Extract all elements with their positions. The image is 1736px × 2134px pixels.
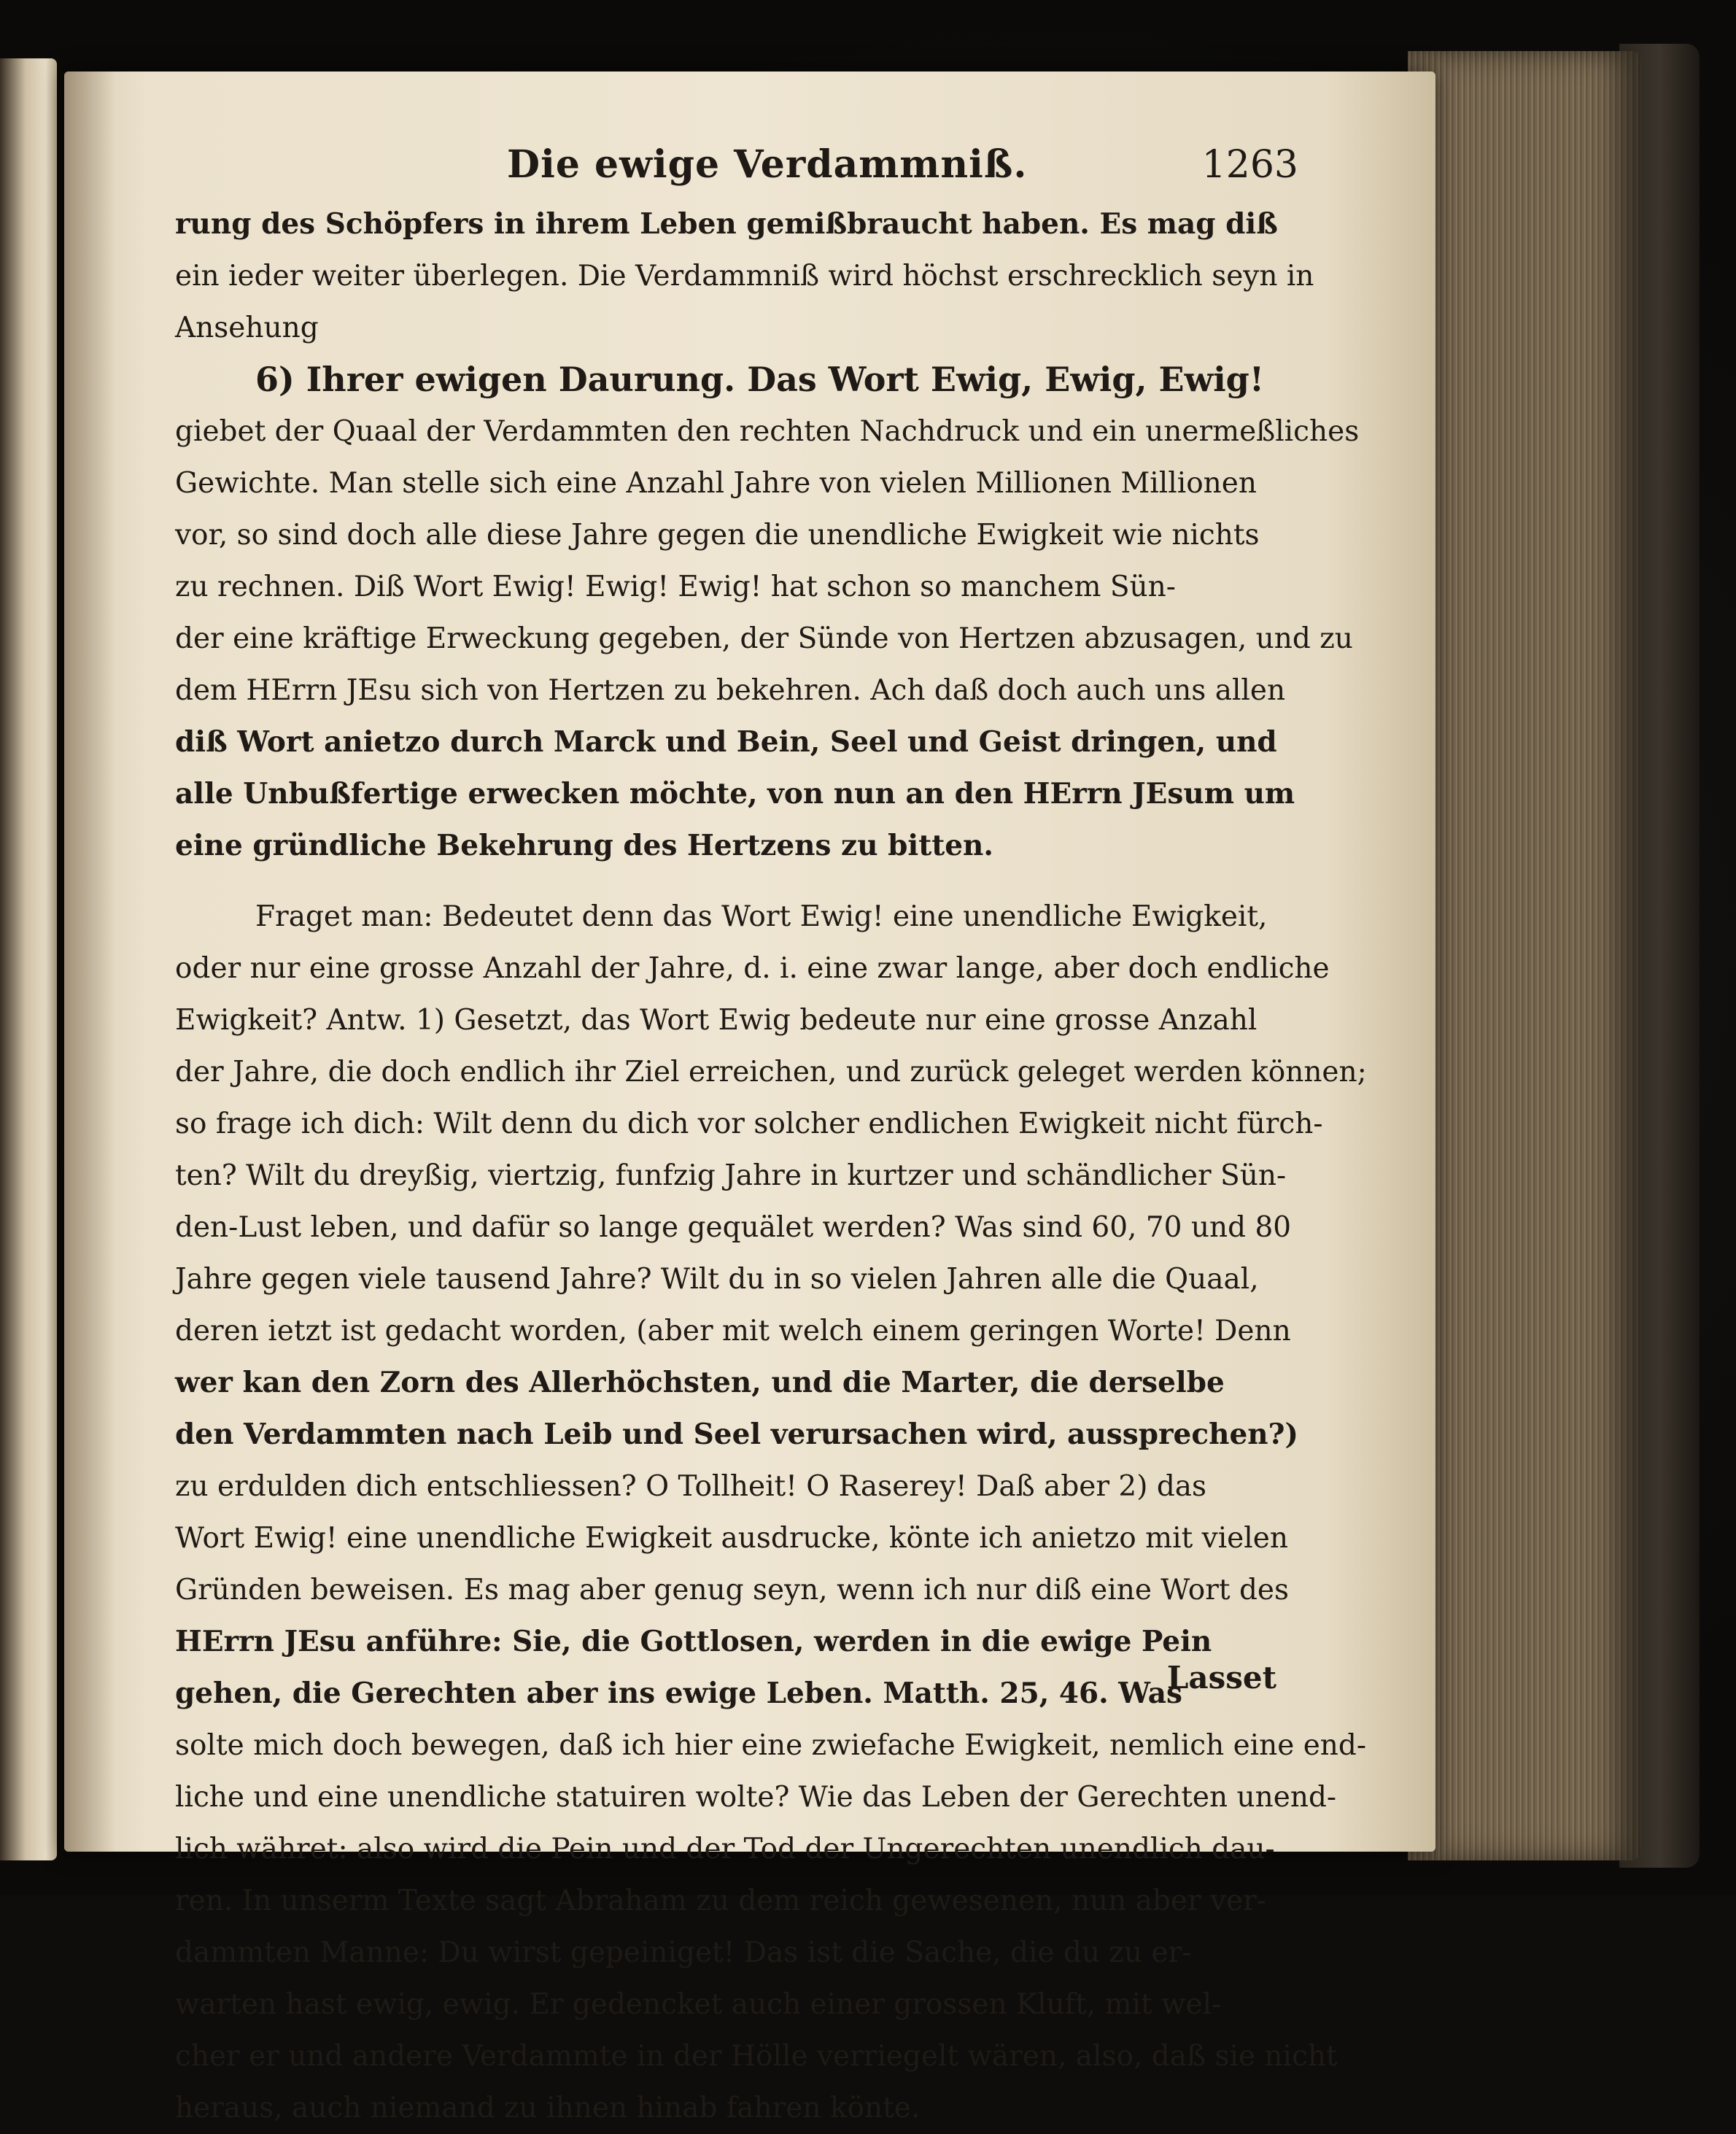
page-header — [175, 131, 1298, 198]
text-line: vor, so sind doch alle diese Jahre gegen die unendliche Ewigkeit wie nichts — [175, 519, 1260, 552]
page-block-edges — [1408, 51, 1641, 1860]
text-line: zu erdulden dich entschliessen? O Tollheit! O Raserey! Daß aber 2) das — [175, 1470, 1207, 1503]
text-line: zu rechnen. Diß Wort Ewig! Ewig! Ewig! hat schon so manchem Sün- — [175, 571, 1176, 603]
text-line: Gewichte. Man stelle sich eine Anzahl Jahre von vielen Millionen Millionen — [175, 467, 1257, 500]
paragraph-2 — [175, 891, 1367, 2134]
paragraph-1 — [175, 198, 1360, 872]
text-line: alle Unbußfertige erwecken möchte, von nun an den HErrn JEsum um — [175, 777, 1295, 811]
text-line: Ewigkeit? Antw. 1) Gesetzt, das Wort Ewig bedeute nur eine grosse Anzahl — [175, 1004, 1258, 1037]
text-line: der Jahre, die doch endlich ihr Ziel erreichen, und zurück geleget werden können; — [175, 1056, 1367, 1089]
text-line: wer kan den Zorn des Allerhöchsten, und die Marter, die derselbe — [175, 1366, 1225, 1399]
text-line: ten? Wilt du dreyßig, viertzig, funfzig Jahre in kurtzer und schändlicher Sün- — [175, 1159, 1287, 1192]
text-line: cher er und andere Verdammte in der Hölle verriegelt wären, also, daß sie nicht — [175, 2040, 1338, 2073]
running-title: Die ewige Verdammniß. — [507, 142, 1028, 187]
text-line: oder nur eine grosse Anzahl der Jahre, d. i. eine zwar lange, aber doch endliche — [175, 952, 1330, 985]
text-line: solte mich doch bewegen, daß ich hier eine zwiefache Ewigkeit, nemlich eine end- — [175, 1729, 1367, 1762]
body-text — [175, 198, 1367, 2134]
text-line: heraus, auch niemand zu ihnen hinab fahren könte. — [175, 2092, 921, 2125]
text-line: gehen, die Gerechten aber ins ewige Leben. Matth. 25, 46. Was — [175, 1677, 1182, 1710]
text-line: so frage ich dich: Wilt denn du dich vor solcher endlichen Ewigkeit nicht fürch- — [175, 1107, 1323, 1140]
text-line: lich währet: also wird die Pein und der Tod der Ungerechten unendlich dau- — [175, 1833, 1275, 1866]
text-line: liche und eine unendliche statuiren wolte? Wie das Leben der Gerechten unend- — [175, 1781, 1337, 1814]
text-line: dem HErrn JEsu sich von Hertzen zu bekehren. Ach daß doch auch uns allen — [175, 674, 1286, 707]
page-text-area — [175, 131, 1367, 2125]
text-line: ren. In unserm Texte sagt Abraham zu dem reich gewesenen, nun aber ver- — [175, 1884, 1266, 1917]
text-line: warten hast ewig, ewig. Er gedencket auch einer grossen Kluft, mit wel- — [175, 1988, 1222, 2021]
page-gutter-shadow — [64, 71, 115, 1852]
page-number: 1263 — [1201, 143, 1298, 187]
text-line: Gründen beweisen. Es mag aber genug seyn, wenn ich nur diß eine Wort des — [175, 1574, 1289, 1607]
text-line: der eine kräftige Erweckung gegeben, der Sünde von Hertzen abzusagen, und zu — [175, 622, 1353, 655]
text-line: deren ietzt ist gedacht worden, (aber mit welch einem geringen Worte! Denn — [175, 1315, 1291, 1348]
text-line: Jahre gegen viele tausend Jahre? Wilt du in so vielen Jahren alle die Quaal, — [175, 1263, 1259, 1296]
text-line: Wort Ewig! eine unendliche Ewigkeit ausdrucke, könte ich anietzo mit vielen — [175, 1522, 1288, 1555]
text-line: diß Wort anietzo durch Marck und Bein, Seel und Geist dringen, und — [175, 725, 1277, 759]
text-line: eine gründliche Bekehrung des Hertzens zu bitten. — [175, 829, 993, 862]
text-line: Fraget man: Bedeutet denn das Wort Ewig! eine unendliche Ewigkeit, — [255, 900, 1268, 933]
text-line: rung des Schöpfers in ihrem Leben gemißbraucht haben. Es mag diß — [175, 207, 1278, 241]
text-line: den Verdammten nach Leib und Seel verursachen wird, aussprechen?) — [175, 1418, 1298, 1451]
text-line: dammten Manne: Du wirst gepeiniget! Das ist die Sache, die du zu er- — [175, 1936, 1192, 1969]
text-line: giebet der Quaal der Verdammten den rechten Nachdruck und ein unermeßliches — [175, 415, 1360, 448]
text-line: den-Lust leben, und dafür so lange gequälet werden? Was sind 60, 70 und 80 — [175, 1211, 1292, 1244]
text-line: HErrn JEsu anführe: Sie, die Gottlosen, werden in die ewige Pein — [175, 1625, 1212, 1658]
section-heading-line: 6) Ihrer ewigen Daurung. Das Wort Ewig, Ewig, Ewig! — [255, 360, 1265, 399]
text-line: ein ieder weiter überlegen. Die Verdammniß wird höchst erschrecklich seyn in — [175, 260, 1314, 293]
catchword: Lasset — [1166, 1660, 1276, 1696]
left-page-edge — [0, 58, 57, 1860]
text-line: Ansehung — [175, 312, 319, 344]
